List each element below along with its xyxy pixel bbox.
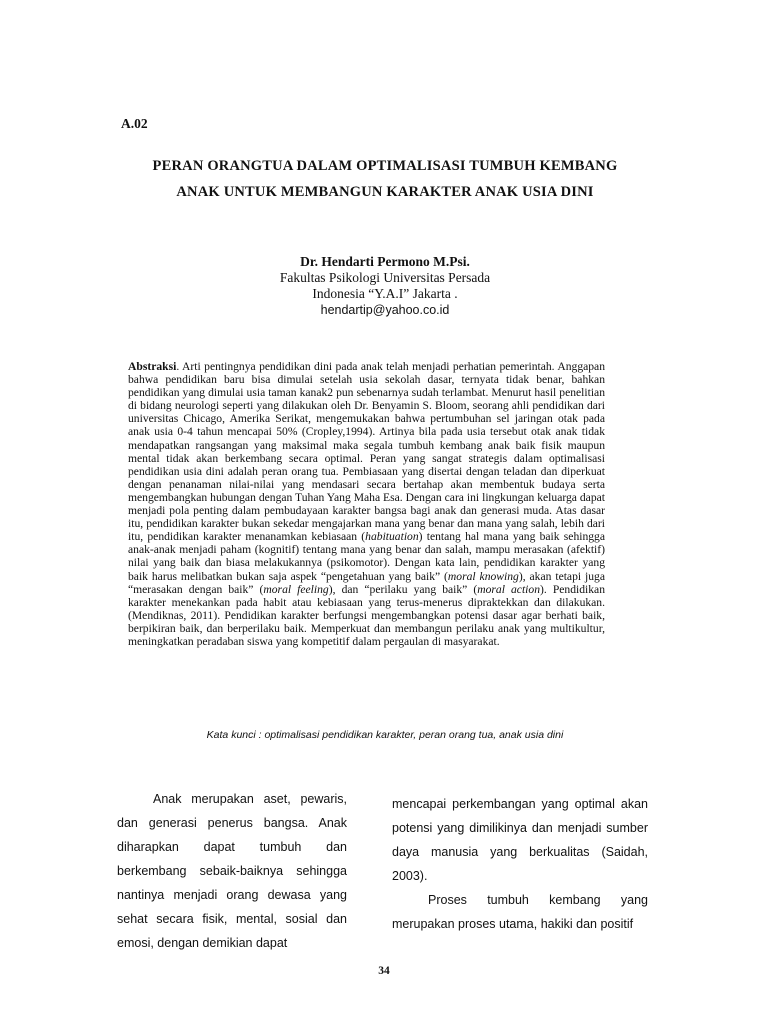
body-paragraph: Proses tumbuh kembang yang merupakan proses utama, hakiki dan positif (392, 893, 648, 931)
author-email: hendartip@yahoo.co.id (320, 303, 450, 317)
abstract-term-moral: moral (263, 582, 292, 596)
abstract-label: Abstraksi (128, 360, 177, 373)
paper-code: A.02 (121, 116, 148, 131)
abstract-text-5: ). Pendidikan karakter menekankan pada habit atau kebiasaan yang terus-menerus dipraktekkan dan dilakukan. (Mendiknas, 2011). Pendidikan karakter berfungsi mengembangkan potensi dasar agar berhati baik, berpikiran baik, dan berperilaku baik. Memperkuat dan membangun perilaku anak yang multikultur, meningkatkan peradaban siswa yang kompetitif dalam pergaulan di masyarakat. (128, 582, 605, 648)
keywords: Kata kunci : optimalisasi pendidikan karakter, peran orang tua, anak usia dini (206, 729, 564, 741)
abstract-text-4: ), dan “perilaku yang baik” ( (328, 582, 478, 596)
paper-title-line-2: ANAK UNTUK MEMBANGUN KARAKTER ANAK USIA DINI (176, 184, 594, 200)
author-block (130, 254, 640, 318)
body-column-left (117, 787, 347, 955)
author-name: Dr. Hendarti Permono M.Psi. (300, 254, 470, 269)
author-affiliation: Fakultas Psikologi Universitas Persada (279, 270, 491, 285)
author-location: Indonesia “Y.A.I” Jakarta . (312, 286, 458, 301)
abstract-term-moral-action: moral action (477, 582, 540, 596)
body-paragraph: Anak merupakan aset, pewaris, dan generasi penerus bangsa. Anak diharapkan dapat tumbuh dan berkembang sebaik-baiknya sehingga nantinya menjadi orang dewasa yang sehat secara fisik, mental, sosial dan emosi, dengan demikian dapat (117, 792, 347, 950)
abstract-term-feeling: feeling (297, 582, 329, 596)
body-paragraph: mencapai perkembangan yang optimal akan potensi yang dimilikinya dan menjadi sumber daya manusia yang berkualitas (Saidah, 2003). (392, 797, 648, 883)
page-number: 34 (378, 965, 390, 977)
abstract-paragraph (128, 360, 605, 648)
abstract-text-2: ) tentang hal mana yang baik sehingga anak-anak menjadi paham (kognitif) tentang mana yang benar dan salah, mampu merasakan (afektif) nilai yang baik dan biasa melakukannya (psikomotor). Dengan kata lain, pendidikan karakter yang baik harus melibatkan bukan saja aspek “pengetahuan yang baik” ( (128, 530, 605, 583)
abstract-term-moral-knowing: moral knowing (447, 569, 519, 583)
abstract-term-habituation: habituation (365, 530, 419, 544)
paper-title-line-1: PERAN ORANGTUA DALAM OPTIMALISASI TUMBUH KEMBANG (152, 158, 618, 174)
body-column-right (392, 792, 648, 936)
abstract-text-1: . Arti pentingnya pendidikan dini pada anak telah menjadi perhatian pemerintah. Anggapan bahwa pendidikan baru bisa dimulai setelah usia sekolah dasar, ternyata tidak benar, bahkan pendidikan yang dimulai usia taman kanak2 pun sebenarnya sudah terlambat. Menurut hasil penelitian di bidang neurologi seperti yang dilakukan oleh Dr. Benyamin S. Bloom, seorang ahli pendidikan dari universitas Chicago, Amerika Serikat, mengemukakan bahwa pertumbuhan sel jaringan otak pada anak usia 0-4 tahun mencapai 50% (Cropley,1994). Artinya bila pada usia tersebut otak anak tidak mendapatkan rangsangan yang maksimal maka segala tumbuh kembang anak baik fisik maupun mental tidak akan berkembang secara optimal. Peran yang sangat strategis dalam optimalisasi pendidikan usia dini adalah peran orang tua. Pembiasaan yang disertai dengan teladan dan diperkuat dengan penanaman nilai-nilai yang mendasari secara bertahap akan membentuk budaya serta mengembangkan hubungan dengan Tuhan Yang Maha Esa. Dengan cara ini lingkungan keluarga dapat menjadi pola penting dalam pembudayaan karakter bangsa bagi anak dan generasi muda. Atas dasar itu, pendidikan karakter bukan sekedar mengajarkan mana yang benar dan mana yang salah, lebih dari itu, pendidikan karakter menanamkan kebiasaan ( (128, 360, 605, 544)
abstract-text-3: ), akan tetapi juga “merasakan dengan baik” ( (128, 569, 605, 596)
